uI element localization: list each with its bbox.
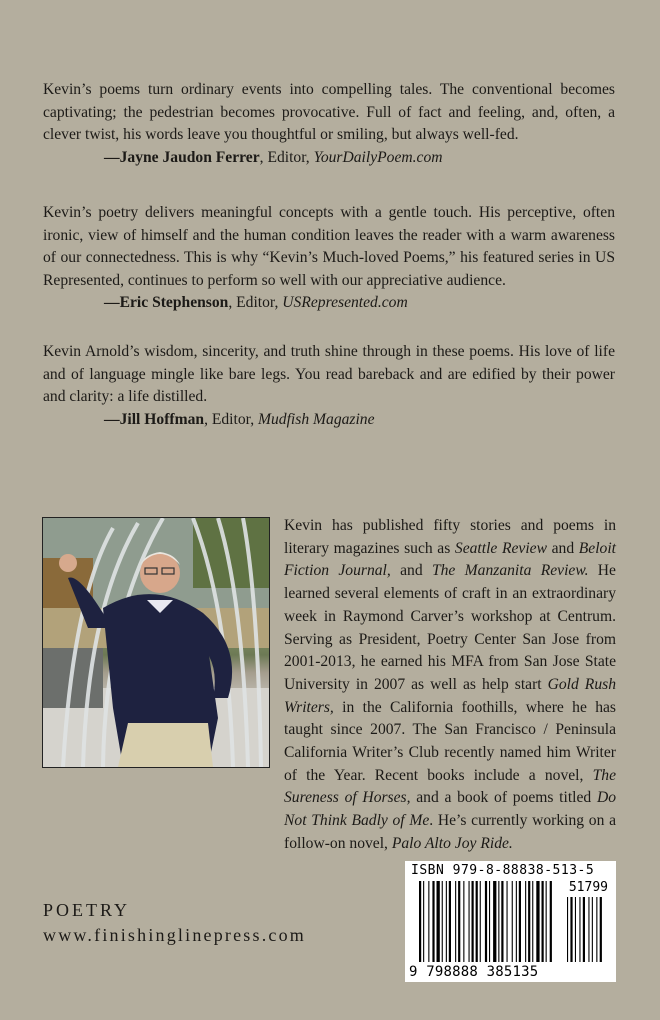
barcode-bar <box>463 881 464 962</box>
bio-title: Palo Alto Joy Ride. <box>391 834 513 852</box>
bio-title: Do Not Think Badly of Me <box>284 789 616 830</box>
barcode-bar <box>588 897 589 962</box>
barcode-bar <box>575 897 576 962</box>
barcode-bar <box>519 881 521 962</box>
publication-name: YourDailyPoem.com <box>313 148 443 166</box>
barcode-bar <box>419 881 421 962</box>
author-photo <box>42 517 270 768</box>
barcode-bar <box>579 897 580 962</box>
publisher-url: www.finishinglinepress.com <box>43 925 307 945</box>
author-name: Jill Hoffman <box>119 410 205 428</box>
barcode-bar <box>446 881 447 962</box>
bio-text: He learned several elements of craft in an extraordinary week in Raymond Carver’s workshop at Centrum. Serving as President, Poetry Center San Jose from 2001-2013, he earned his MFA from San Jose State University in 2007 as well as help start <box>284 562 616 693</box>
publication-name: Mudfish Magazine <box>258 410 375 428</box>
dash: — <box>104 410 120 428</box>
testimonial-attribution <box>43 147 615 170</box>
bio-text: in the California foothills, where he has taught since 2007. The San Francisco / Peninsula California Writer’s Club recently named him Writer of the Year. Recent books include a novel, <box>284 698 616 784</box>
barcode-bar <box>516 881 517 962</box>
author-name: Jayne Jaudon Ferrer <box>119 148 260 166</box>
testimonial-3 <box>43 341 615 431</box>
bio-text: and <box>390 562 432 580</box>
dash: — <box>104 294 120 311</box>
testimonial-text: Kevin’s poetry delivers meaningful concepts with a gentle touch. His perceptive, often ironic, view of himself and the human condition leaves the reader with a warm awareness of our connectedness. This is why “Kevin’s Much-loved Poems,” his featured series in US Represented, continues to perform so well with our appreciative audience. <box>43 204 615 289</box>
barcode-bar <box>528 881 530 962</box>
barcode-bar <box>596 897 597 962</box>
barcode-bar <box>550 881 552 962</box>
barcode-bar <box>437 881 440 962</box>
author-role: , Editor, <box>204 410 259 428</box>
barcode-bar <box>525 881 526 962</box>
isbn-barcode <box>405 861 616 982</box>
bio-text: . He’s currently working on a follow-on novel, <box>284 812 617 852</box>
barcode-bar <box>583 897 585 962</box>
testimonial-text: Kevin Arnold’s wisdom, sincerity, and truth shine through in these poems. His love of life and of language mingle like bare legs. You read bareback and are edified by their power and clarity: a life distilled. <box>43 343 615 405</box>
bio-paragraph <box>284 515 616 856</box>
barcode-bar <box>469 881 470 962</box>
barcode-bar <box>501 881 503 962</box>
barcode-bar <box>432 881 434 962</box>
barcode-bar <box>485 881 487 962</box>
barcode-bar <box>592 897 593 962</box>
testimonial-attribution <box>43 409 615 432</box>
barcode-bar <box>455 881 456 962</box>
barcode-bar <box>449 881 451 962</box>
barcode-bar <box>493 881 496 962</box>
genre-label: POETRY <box>43 900 131 920</box>
ean-digits: 9 798888 385135 <box>409 964 539 980</box>
barcode-bar <box>536 881 539 962</box>
bio-text: and a book of poems titled <box>410 789 597 807</box>
barcode-bar <box>489 881 490 962</box>
barcode-bar <box>458 881 460 962</box>
barcode-bar <box>476 881 478 962</box>
barcode-bar <box>546 881 547 962</box>
barcode-bar <box>512 881 513 962</box>
barcode-bar <box>532 881 533 962</box>
testimonial-text: Kevin’s poems turn ordinary events into compelling tales. The conventional becomes captivating; the pedestrian becomes provocative. Full of fact and feeling, and, often, a clever twist, his words leave you thoughtful or smiling, but always well-fed. <box>43 81 615 143</box>
author-photo-illustration <box>43 518 269 767</box>
barcode-bar <box>472 881 474 962</box>
dash: — <box>104 148 120 166</box>
barcode-bar <box>567 897 568 962</box>
price-code: 51799 <box>568 880 608 895</box>
barcode-bar <box>600 897 602 962</box>
bio-title: Beloit Fiction Journal, <box>284 539 617 580</box>
barcode-bar <box>498 881 499 962</box>
barcode-bar <box>542 881 544 962</box>
testimonial-attribution <box>43 292 615 315</box>
author-role: , Editor, <box>228 294 283 311</box>
publication-name: USRepresented.com <box>282 294 408 311</box>
isbn-number: ISBN 979-8-88838-513-5 <box>411 863 595 878</box>
bio-title: Gold Rush Writers, <box>284 675 616 716</box>
bio-title: The Sureness of Horses, <box>284 766 616 807</box>
author-bio <box>284 515 616 856</box>
bio-title: Seattle Review <box>454 539 547 557</box>
barcode-bar <box>423 881 424 962</box>
testimonial-2 <box>43 202 615 315</box>
author-name: Eric Stephenson <box>119 294 229 311</box>
barcode-bar <box>570 897 572 962</box>
bio-text: and <box>547 539 579 557</box>
author-role: , Editor, <box>259 148 314 166</box>
barcode-bar <box>428 881 429 962</box>
barcode-bar <box>480 881 481 962</box>
bio-text: Kevin has published fifty stories and poems in literary magazines such as <box>284 517 616 557</box>
bio-title: The Manzanita Review. <box>431 562 589 580</box>
barcode-bar <box>507 881 508 962</box>
barcode-bar <box>442 881 443 962</box>
testimonial-1 <box>43 79 615 169</box>
